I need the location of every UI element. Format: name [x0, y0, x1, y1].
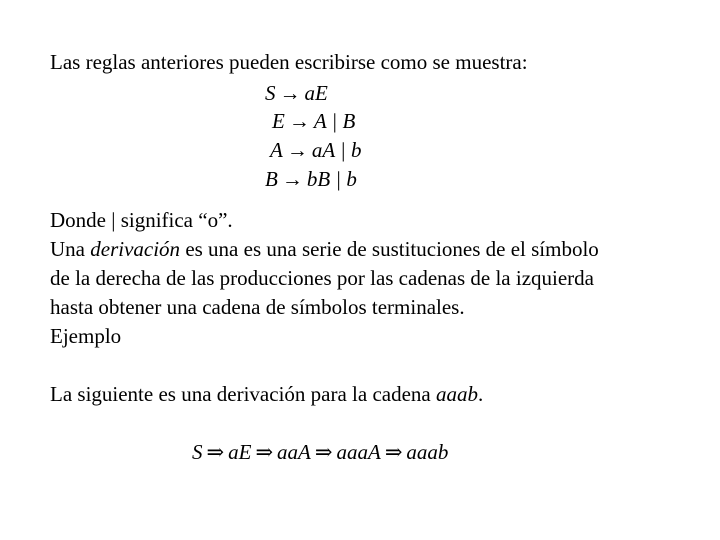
definition-line-2: de la derecha de las producciones por las cadenas de la izquierda — [50, 266, 594, 290]
ejemplo-heading: Ejemplo — [50, 324, 122, 348]
example-end: . — [477, 382, 484, 406]
example-text: La siguiente es una derivación para la cadena — [50, 382, 436, 406]
right-arrow-icon: → — [279, 81, 301, 105]
example-sentence — [50, 382, 483, 406]
rule-rhs: aA | b — [311, 138, 362, 162]
derivation-step: aaA — [277, 440, 311, 464]
derivation-chain — [192, 440, 448, 464]
rule-lhs: A — [270, 138, 283, 162]
example-word: aaab — [435, 382, 478, 406]
rule-lhs: E — [272, 109, 285, 133]
implies-arrow-icon: ⇒ — [314, 440, 333, 464]
right-arrow-icon: → — [281, 167, 303, 191]
explanation-paragraph — [50, 206, 710, 351]
definition-before: Una — [50, 237, 91, 261]
donde-line: Donde | significa “o”. — [50, 208, 233, 232]
grammar-rule — [265, 81, 328, 105]
implies-arrow-icon: ⇒ — [384, 440, 403, 464]
grammar-rule — [272, 109, 355, 133]
rule-rhs: aE — [304, 81, 328, 105]
derivation-step: S — [192, 440, 203, 464]
rule-rhs: bB | b — [306, 167, 357, 191]
definition-after: es una es una serie de sustituciones de el símbolo — [180, 237, 599, 261]
right-arrow-icon: → — [286, 138, 308, 162]
grammar-rule — [265, 167, 357, 191]
derivation-step: aaab — [406, 440, 449, 464]
rule-lhs: S — [265, 81, 276, 105]
derivation-step: aE — [228, 440, 252, 464]
definition-line-3: hasta obtener una cadena de símbolos terminales. — [50, 295, 465, 319]
definition-term: derivación — [90, 237, 181, 261]
implies-arrow-icon: ⇒ — [255, 440, 274, 464]
implies-arrow-icon: ⇒ — [206, 440, 225, 464]
rule-lhs: B — [265, 167, 278, 191]
derivation-step: aaaA — [336, 440, 381, 464]
rule-rhs: A | B — [313, 109, 356, 133]
intro-text: Las reglas anteriores pueden escribirse como se muestra: — [50, 50, 528, 74]
definition-line-1 — [50, 235, 710, 264]
right-arrow-icon: → — [288, 109, 310, 133]
grammar-rule — [270, 138, 362, 162]
